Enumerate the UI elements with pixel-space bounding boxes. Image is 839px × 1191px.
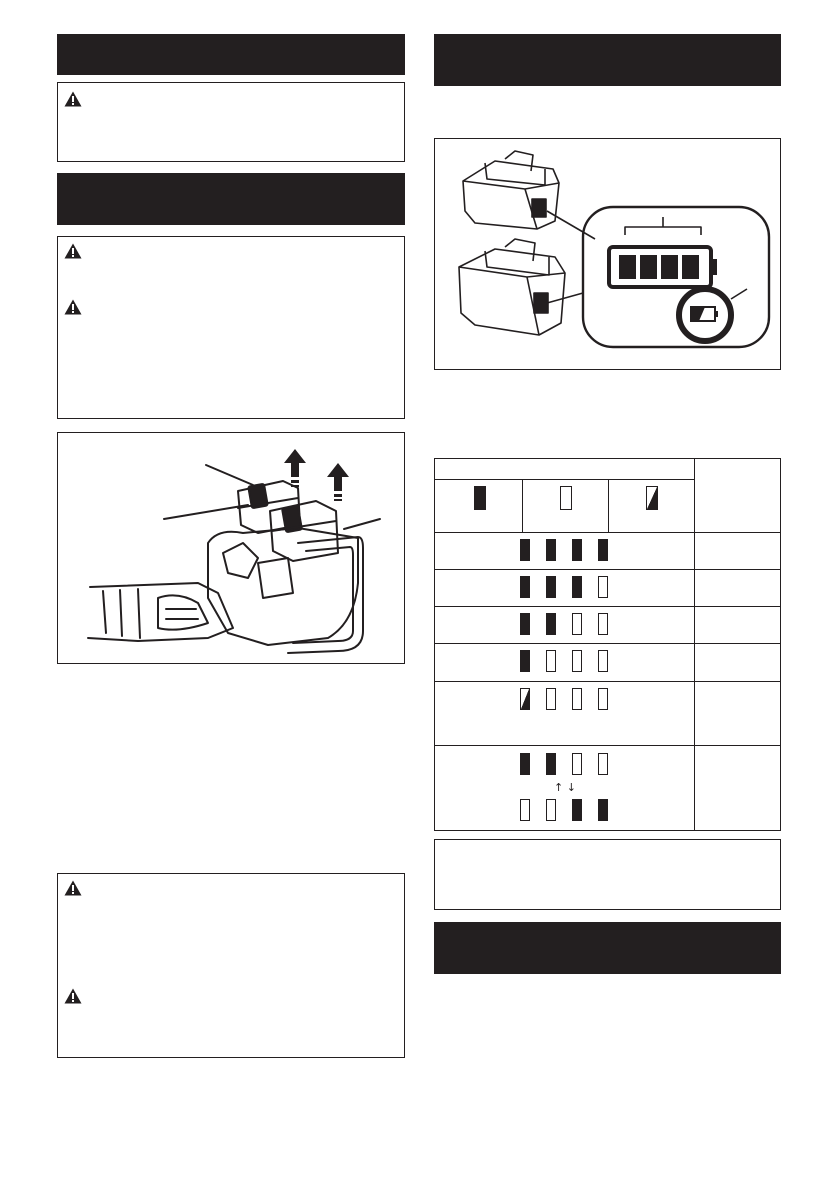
row5-seg2: [546, 688, 556, 710]
row6a-seg2: [546, 753, 556, 775]
row3-seg3: [572, 613, 582, 635]
row5-seg1: [520, 688, 530, 710]
row6a-seg3: [572, 753, 582, 775]
indicator-table: [434, 458, 781, 831]
row3-seg4: [598, 613, 608, 635]
left-section-header-2: [57, 173, 405, 225]
warning-box-3: [57, 873, 405, 1058]
legend-lit: [474, 486, 486, 510]
figure-battery-removal: [57, 432, 405, 664]
row1-seg1: [520, 539, 530, 561]
row3-seg1: [520, 613, 530, 635]
warning-triangle-icon: [64, 299, 82, 315]
warning-box-1: [57, 82, 405, 162]
row1-seg3: [572, 539, 582, 561]
row5-seg3: [572, 688, 582, 710]
warning-triangle-icon: [64, 91, 82, 107]
legend-off: [560, 486, 572, 510]
figure-battery-indicator: [434, 138, 781, 370]
row1-seg4: [598, 539, 608, 561]
battery-indicator-illustration: [435, 139, 780, 369]
legend-blinking: [646, 486, 658, 510]
warning-triangle-icon: [64, 880, 82, 896]
row6a-seg1: [520, 753, 530, 775]
note-box: [434, 839, 781, 910]
row6b-seg1: [520, 799, 530, 821]
battery-removal-illustration: [58, 433, 404, 663]
row4-seg4: [598, 650, 608, 672]
row4-seg3: [572, 650, 582, 672]
row6b-seg3: [572, 799, 582, 821]
row4-seg1: [520, 650, 530, 672]
up-down-arrows-icon: ↑ ↓: [554, 781, 576, 794]
warning-box-2: [57, 236, 405, 419]
row5-seg4: [598, 688, 608, 710]
right-section-header-2: [434, 922, 781, 974]
right-section-header-1: [434, 34, 781, 86]
row2-seg2: [546, 576, 556, 598]
row3-seg2: [546, 613, 556, 635]
row6b-seg2: [546, 799, 556, 821]
row2-seg1: [520, 576, 530, 598]
row2-seg3: [572, 576, 582, 598]
row2-seg4: [598, 576, 608, 598]
warning-triangle-icon: [64, 988, 82, 1004]
left-section-header-1: [57, 34, 405, 75]
warning-triangle-icon: [64, 243, 82, 259]
row6a-seg4: [598, 753, 608, 775]
row4-seg2: [546, 650, 556, 672]
row6b-seg4: [598, 799, 608, 821]
row1-seg2: [546, 539, 556, 561]
